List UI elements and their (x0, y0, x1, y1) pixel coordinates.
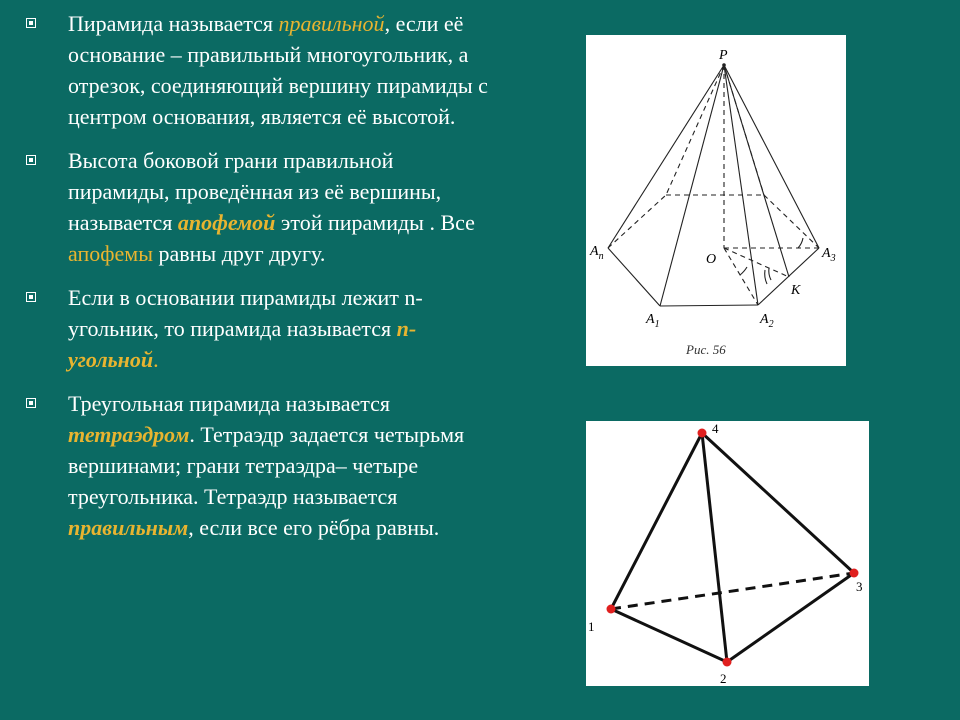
bullet-item (22, 145, 492, 269)
label-a3: $A_3$ (822, 246, 836, 264)
bullet-text: , если все его рёбра равны. (188, 515, 440, 540)
bullet-text: Треугольная пирамида называется (68, 391, 391, 416)
label-a1: $A_1$ (646, 312, 660, 330)
vertex-dot-4 (698, 429, 707, 438)
bullet-text: Высота боковой грани правильной пирамиды, проведённая из её вершины, называется (68, 148, 442, 235)
vertex-label-3: 3 (856, 579, 863, 594)
bullet-text: , если её основание – правильный многоугольник, а отрезок, соединяющий вершину пирамиды с центром основания, является её высотой. (68, 11, 488, 129)
label-a2: $A_2$ (760, 312, 774, 330)
highlighted-term: апофемой (177, 210, 276, 235)
highlighted-term: . (153, 347, 159, 372)
label-o: O (706, 252, 717, 267)
vertex-dot-3 (850, 569, 859, 578)
pyramid-figure (586, 35, 846, 366)
bullet-square-icon (26, 18, 36, 28)
vertex-label-2: 2 (720, 671, 727, 686)
bullet-text: равны друг другу. (152, 241, 326, 266)
highlighted-term: тетраэдром (68, 422, 190, 447)
tetrahedron-drawing (586, 421, 869, 686)
vertex-dot-1 (607, 605, 616, 614)
highlighted-term: апофемы (68, 241, 153, 266)
vertex-label-1: 1 (588, 619, 595, 634)
highlighted-term: правильным (68, 515, 189, 540)
figure-caption: Рис. 56 (686, 342, 726, 357)
bullet-square-icon (26, 398, 36, 408)
bullet-square-icon (26, 292, 36, 302)
label-p: P (719, 48, 728, 63)
bullet-item (22, 8, 492, 132)
vertex-dot-2 (723, 658, 732, 667)
bullet-text: этой пирамиды . Все (275, 210, 475, 235)
bullet-list (22, 8, 492, 556)
bullet-text: Пирамида называется (68, 11, 279, 36)
vertex-label-4: 4 (712, 421, 719, 436)
label-k: K (791, 283, 801, 298)
highlighted-term: n-угольной (68, 316, 417, 372)
bullet-square-icon (26, 155, 36, 165)
label-an: $A_n$ (590, 244, 604, 262)
bullet-item (22, 282, 492, 375)
pyramid-drawing (586, 35, 846, 366)
bullet-text: Если в основании пирамиды лежит n-угольник, то пирамида называется (68, 285, 423, 341)
highlighted-term: правильной (278, 11, 385, 36)
bullet-text: . Тетраэдр задается четырьмя вершинами; грани тетраэдра– четыре треугольника. Тетраэдр называется (68, 422, 465, 509)
bullet-item (22, 388, 492, 543)
tetrahedron-figure (586, 421, 869, 686)
